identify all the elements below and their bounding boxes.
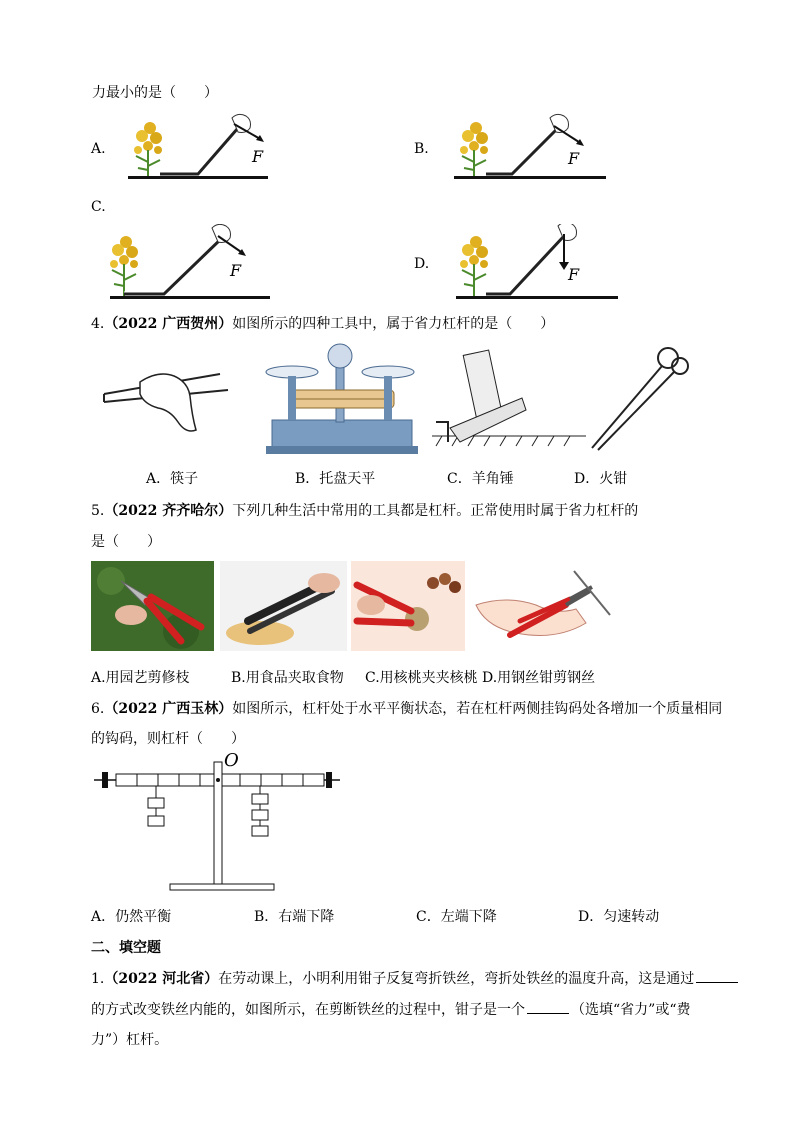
- fill1-line2: [91, 999, 690, 1019]
- q5-option-c: C.用核桃夹夹核桃: [365, 670, 478, 686]
- section-title-fill-in: 二、填空题: [91, 940, 161, 956]
- fire-tongs-figure: [588, 344, 690, 454]
- q3-option-d-letter: D.: [414, 256, 430, 272]
- fill1-text-c: （选填“省力”或“费: [571, 1002, 691, 1018]
- hand-icon: [140, 374, 196, 431]
- q5-stem-line2: 是（ ）: [91, 534, 161, 550]
- q5-option-b: B.用食品夹取食物: [231, 670, 344, 686]
- q3-option-b-letter: B.: [414, 141, 429, 157]
- q5-source: （2022 齐齐哈尔）: [104, 503, 233, 519]
- q3-option-d-figure: [446, 224, 622, 302]
- nutcracker-photo: [351, 561, 465, 651]
- q3-option-a-letter: A.: [91, 141, 106, 157]
- goldenrod-flower-icon: [460, 236, 488, 296]
- q6-option-d: D．匀速转动: [578, 909, 660, 925]
- q6-option-c: C．左端下降: [416, 909, 497, 925]
- q4-stem-text: 如图所示的四种工具中，属于省力杠杆的是（ ）: [232, 316, 555, 332]
- q3-force-d: F: [568, 265, 580, 284]
- q5-stem-line1: [91, 500, 638, 520]
- lever-balance-figure: [94, 752, 342, 894]
- q3-force-c: F: [230, 261, 242, 280]
- q4-option-c: C．羊角锤: [447, 471, 514, 487]
- q4-source: （2022 广西贺州）: [104, 316, 233, 332]
- balance-figure: [262, 342, 422, 454]
- q6-stem-line1: [91, 698, 722, 718]
- q6-option-a: A．仍然平衡: [91, 909, 172, 925]
- q3-force-b: F: [568, 149, 580, 168]
- fill1-source: （2022 河北省）: [104, 971, 219, 987]
- q4-option-d: D．火钳: [574, 471, 628, 487]
- q3-option-c-figure: [104, 224, 274, 302]
- right-weights: [252, 786, 268, 836]
- fill1-blank-1[interactable]: [696, 970, 738, 983]
- left-weights: [148, 786, 164, 826]
- wire-pliers-figure: [470, 565, 616, 649]
- fill1-line3: 力”）杠杆。: [91, 1032, 169, 1048]
- q6-stem-text: 如图所示，杠杆处于水平平衡状态，若在杠杆两侧挂钩码处各增加一个质量相同: [232, 701, 723, 717]
- q4-option-a: A．筷子: [146, 471, 199, 487]
- fill1-line1: [91, 968, 740, 988]
- fill1-blank-2[interactable]: [527, 1001, 569, 1014]
- q3-option-b-figure: [446, 110, 606, 186]
- q4-option-b: B．托盘天平: [295, 471, 376, 487]
- q3-force-a: F: [252, 147, 264, 166]
- q3-option-c-letter: C.: [91, 199, 106, 215]
- goldenrod-flower-icon: [110, 236, 138, 296]
- q5-stem-text: 下列几种生活中常用的工具都是杠杆。正常使用时属于省力杠杆的: [232, 503, 639, 519]
- fill1-text-a: 在劳动课上，小明利用钳子反复弯折铁丝，弯折处铁丝的温度升高，这是通过: [218, 971, 695, 987]
- fill1-text-b: 的方式改变铁丝内能的，如图所示，在剪断铁丝的过程中，钳子是一个: [91, 1002, 525, 1018]
- q4-stem: [91, 313, 554, 333]
- q5-number: 5.: [91, 503, 105, 519]
- q5-option-a: A.用园艺剪修枝: [91, 670, 190, 686]
- q6-stem-line2: 的钩码，则杠杆（ ）: [91, 731, 245, 747]
- food-tongs-photo: [220, 561, 347, 651]
- q6-number: 6.: [91, 701, 105, 717]
- q6-option-b: B．右端下降: [254, 909, 335, 925]
- q6-source: （2022 广西玉林）: [104, 701, 233, 717]
- goldenrod-flower-icon: [134, 122, 162, 176]
- q3-stem-tail: 力最小的是（ ）: [92, 85, 218, 101]
- claw-hammer-figure: [430, 346, 590, 452]
- pruning-shears-photo: [91, 561, 214, 651]
- q3-option-a-figure: [120, 110, 280, 186]
- q5-option-d: D.用钢丝钳剪钢丝: [482, 670, 596, 686]
- q4-number: 4.: [91, 316, 105, 332]
- chopsticks-figure: [100, 360, 236, 440]
- hand-icon: [212, 224, 231, 242]
- q6-pivot-label: O: [224, 752, 239, 771]
- goldenrod-flower-icon: [460, 122, 488, 176]
- fill1-number: 1.: [91, 971, 105, 987]
